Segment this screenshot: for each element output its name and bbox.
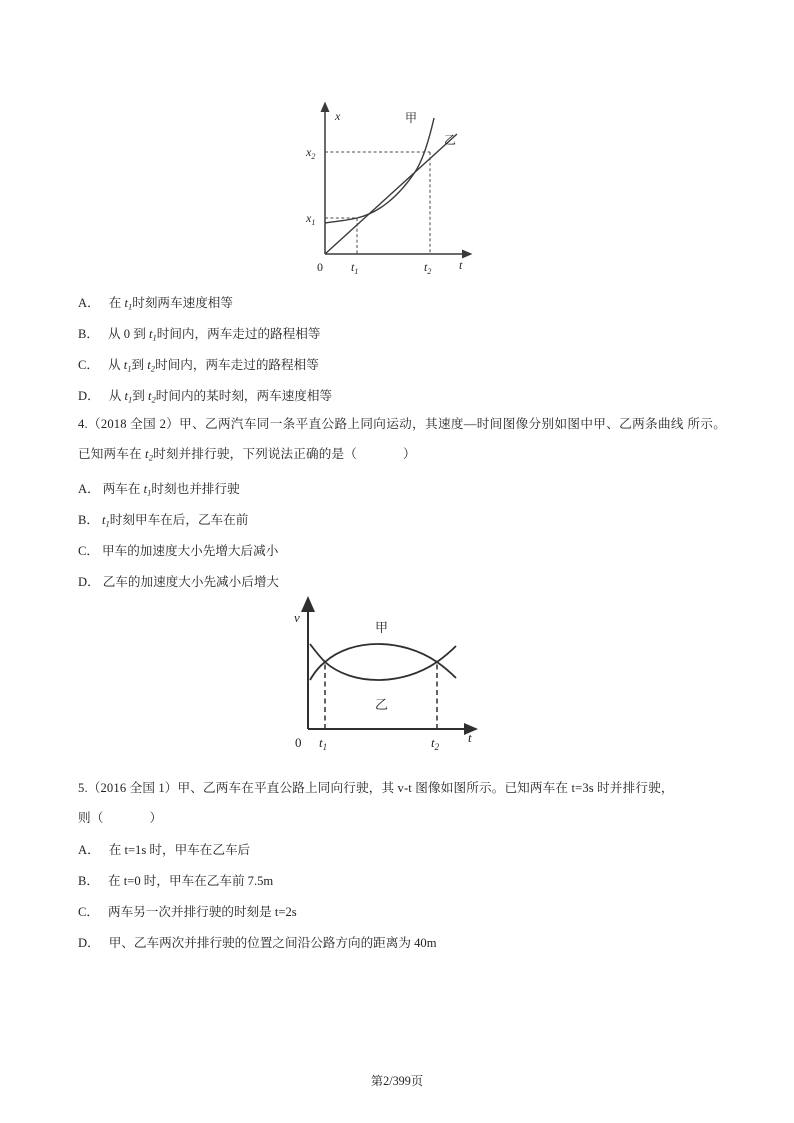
question5-stem-line2 [78,803,726,833]
tick-label-x2: $x_2$ [306,145,316,161]
question4-options [78,474,726,598]
q5-option-D-label: D． [78,936,100,950]
option-C[interactable]: C． 从 $t_1$到 $t_2$时间内，两车走过的路程相等 [78,350,726,381]
series-label-jia: 甲 [405,111,418,125]
option-B[interactable]: B． 从 0 到 $t_1$时间内，两车走过的路程相等 [78,319,726,350]
q5-option-A[interactable] [78,835,726,866]
figure-position-time-graph [0,96,794,276]
option-A-label: A． [78,296,100,310]
y-axis-label: v [294,610,300,625]
tick-label-x1: $x_1$ [306,211,316,227]
question4-line2-post: 时刻并排行驶，下列说法正确的是（ [153,447,358,461]
q4-option-D-label: D． [78,575,100,589]
question5-stem [78,773,726,803]
q5-option-B-text: 在 t=0 时，甲车在乙车前 7.5m [108,874,274,888]
series-yi-arc [310,644,456,680]
q4-option-C[interactable]: C． 甲车的加速度大小先增大后减小 [78,536,726,567]
y-axis-label: x [335,109,341,123]
option-B-label: B． [78,327,99,341]
q5-option-B-label: B． [78,874,99,888]
origin-label: 0 [317,260,323,274]
q4-option-B-label: B． [78,513,99,527]
series-label-jia: 甲 [375,621,389,636]
question3-options [78,288,726,412]
q5-option-C[interactable] [78,897,726,928]
q5-option-A-text: 在 t=1s 时，甲车在乙车后 [108,843,251,857]
page-footer: 第2/399页 [370,1074,424,1088]
tick-label-t1: $t_1$ [319,735,328,752]
option-A[interactable]: A． 在 $t_1$时刻两车速度相等 [78,288,726,319]
q4-option-C-label: C． [78,544,99,558]
q5-option-D-text: 甲、乙车两次并排行驶的位置之间沿公路方向的距离为 40m [108,936,437,950]
question5-line1: 5.（2016 全国 1）甲、乙两车在平直公路上同向行驶，其 v-t 图像如图所示。已知两车在 t=3s 时并排行驶， [78,781,674,795]
series-label-yi: 乙 [375,698,389,713]
question4-stem: 4.（2018 全国 2）甲、乙两汽车同一条平直公路上同向运动，其速度—时间图像分别如图中甲、乙两条曲线 所示。已知两车在 $t_2$时刻并排行驶，下列说法正确的是（ ） [78,417,726,463]
q4-option-A-label: A． [78,482,100,496]
q5-option-B[interactable] [78,866,726,897]
figure-velocity-time-graph [0,596,794,761]
series-jia-arc [310,644,456,680]
q5-option-D[interactable] [78,928,726,959]
x-axis-label: t [459,258,463,272]
question5-line2-end: ） [149,811,163,825]
question4-line2-pre: 所示。已知两车在 [78,417,726,461]
q4-option-D[interactable]: D． 乙车的加速度大小先减小后增大 [78,567,726,598]
question4-source: （2018 全国 2） [87,417,180,431]
q5-option-C-label: C． [78,905,99,919]
option-C-label: C． [78,358,99,372]
series-label-yi: 乙 [444,133,457,147]
tick-label-t1: $t_1$ [351,260,359,276]
question4-number: 4 [78,417,85,431]
question4-line1: 甲、乙两汽车同一条平直公路上同向运动，其速度—时间图像分别如图中甲、乙两条曲线 [179,417,684,431]
question4-line2-end: ） [403,447,416,461]
q4-option-A[interactable]: A． 两车在 $t_1$时刻也并排行驶 [78,474,726,505]
velocity-time-svg [282,596,512,761]
tick-label-t2: $t_2$ [424,260,432,276]
x-axis-label: t [468,730,472,745]
option-D-label: D． [78,389,100,403]
q5-option-A-label: A． [78,843,100,857]
question5-line2: 则（ [78,811,104,825]
q4-option-B[interactable]: B． $t_1$时刻甲车在后，乙车在前 [78,505,726,536]
question5-options [78,835,726,959]
origin-label: 0 [295,735,302,750]
q5-option-C-text: 两车另一次并排行驶的时刻是 t=2s [108,905,297,919]
option-D[interactable]: D． 从 $t_1$到 $t_2$时间内的某时刻，两车速度相等 [78,381,726,412]
tick-label-t2: $t_2$ [431,735,440,752]
position-time-svg [287,96,507,276]
